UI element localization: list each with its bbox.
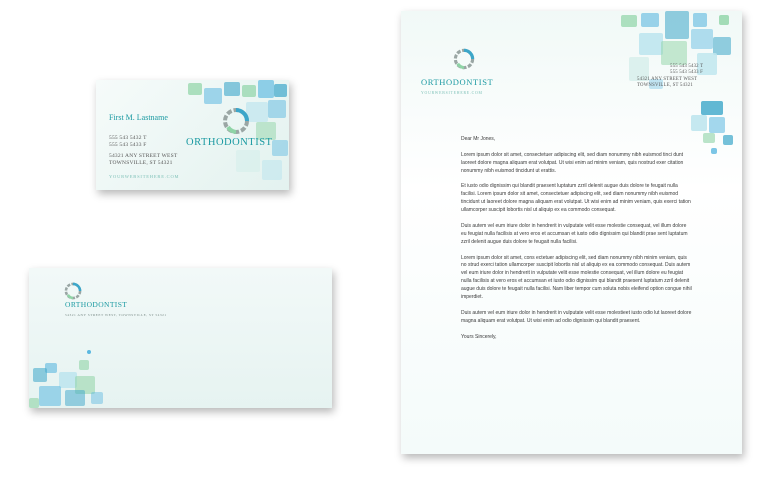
- letter-paragraph: Duis autem vel eum iriure dolor in hendrerit in vulputate velit esse molestie consequat, vel illum dolore eu feugiat nulla facilisis at vero eros et accumsan et iusto odio dignissim qui blandit prae sent luptatum zzril delenit augue duis dolore te feugait nulla facilisi.: [461, 222, 688, 245]
- card-name: First M. Lastname: [109, 113, 168, 122]
- envelope-brand: ORTHODONTIST: [65, 300, 128, 309]
- logo-icon: [222, 107, 250, 135]
- card-phone-f: 555 543 5433 F: [109, 142, 147, 148]
- letter-body: [461, 136, 693, 349]
- letter-closing: Yours Sincerely,: [461, 333, 497, 340]
- card-brand: ORTHODONTIST: [186, 137, 273, 148]
- letterhead-phone-t: 555 543 5432 T: [670, 64, 704, 69]
- letter-paragraph: Lorem ipsum dolor sit amet, cons ectetuer adipiscing elit, sed diam nonummy nibh minim veniam, quis no strud exerci tation ullamcorper suscipit lobortis nisl ut aliquip ex ea commodo consequat. Duis autem vel eum iriure dolor in hendrerit in vulputate velit esse molestie consequat, vel illum dolore eu feugiat nulla facilisis at vero eros et accumsan et iusto odio dignissim qui blandit praesent luptatum zzril delenit augue duis dolore te feugait nulla facilisi. Nam liber tempor cum soluta nobis eleifend option congue nihil imperdiet.: [461, 254, 692, 301]
- envelope-logo-icon: [64, 282, 82, 300]
- letterhead: [401, 11, 742, 454]
- card-phone-t: 555 543 5432 T: [109, 135, 147, 141]
- letter-paragraph: Lorem ipsum dolor sit amet, consectetuer adipiscing elit, sed diam nonummy nibh euismod tinci dunt laoreet dolore magna aliquam erat volutpat. Ut wisi enim ad minim veniam, quis nostrud exer citation nonummy nibh euismod tincidunt ut erattis.: [461, 151, 684, 174]
- letterhead-brand: ORTHODONTIST: [421, 77, 494, 87]
- letter-paragraph: Duis autem vel eum iriure dolor in hendrerit in vulputate velit esse molestieet iusto odio lut laoreet dolore magna aliquam erat volutpat. Ut wisi enim ad odio dignissim qui blandit praesent.: [461, 309, 692, 324]
- envelope: [29, 268, 332, 408]
- letterhead-address-line1: 54321 ANY STREET WEST: [637, 77, 698, 82]
- letterhead-logo-icon: [453, 48, 475, 70]
- letter-paragraph: Et iusto odio dignissim qui blandit praesent luptatum zzril delenit augue duis dolore te feugait nulla facilisi. Lorem ipsum dolor sit amet, consectetuer adipiscing elit, sed diam nonummy nibh euismod tincidunt ut laoreet dolore magna aliquam erat volutpat. Ut wisi enim ad minim veniam, quis exerci tation ullamcorper suscipit lobortis nisl ut aliquip ex ea commodo consequat.: [461, 183, 691, 214]
- card-website: YOURWEBSITEHERE.COM: [109, 174, 180, 179]
- envelope-address: 54321 ANY STREET WEST, TOWNSVILLE, ST 54321: [65, 313, 167, 317]
- card-address-line2: TOWNSVILLE, ST 54321: [109, 160, 173, 166]
- letterhead-address-line2: TOWNSVILLE, ST 54321: [637, 83, 693, 88]
- business-card: [96, 80, 289, 190]
- letterhead-phone-f: 555 543 5433 F: [670, 70, 704, 75]
- card-address-line1: 54321 ANY STREET WEST: [109, 153, 178, 159]
- letterhead-website: YOURWEBSITEHERE.COM: [421, 91, 483, 95]
- letter-salutation: Dear Mr Jones,: [461, 136, 496, 142]
